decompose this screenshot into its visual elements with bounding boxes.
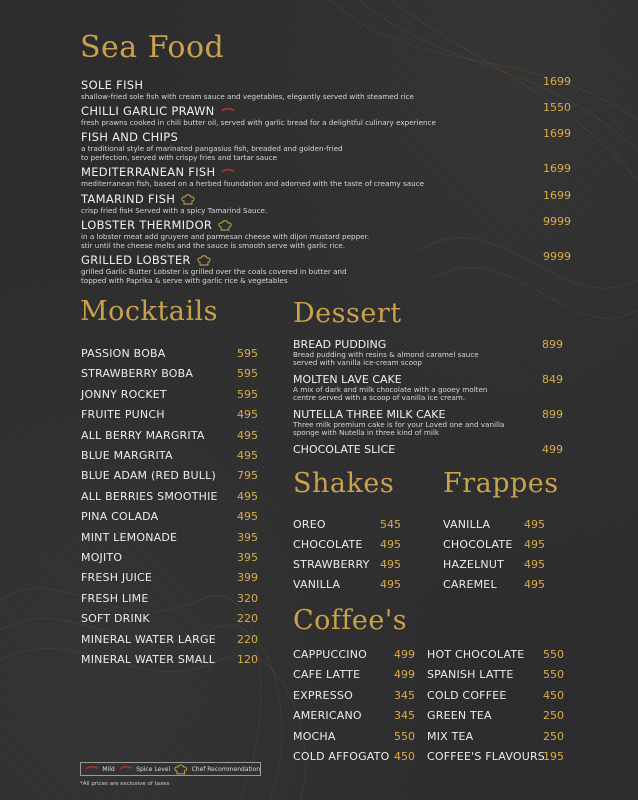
item-name-text: SOLE FISH xyxy=(81,78,144,92)
dessert-item xyxy=(293,373,563,403)
mocktail-name: MINERAL WATER LARGE xyxy=(81,632,216,646)
item-description: shallow-fried sole fish with cream sauce and vegetables, elegantly served with steamed rice xyxy=(81,92,414,101)
dessert-heading: Dessert xyxy=(293,298,402,329)
mocktail-price: 495 xyxy=(237,489,258,503)
mocktail-name: FRESH JUICE xyxy=(81,571,153,585)
coffee-price: 250 xyxy=(543,709,564,723)
legend-box xyxy=(80,762,261,776)
mocktail-name: MOJITO xyxy=(81,551,123,564)
item-name: BREAD PUDDING xyxy=(293,338,387,351)
chef-hat-icon xyxy=(197,255,211,266)
mocktail-price: 495 xyxy=(237,510,258,524)
item-description: crisp fried fisH Served with a spicy Tamarind Sauce. xyxy=(81,206,268,215)
mocktail-price: 395 xyxy=(237,530,258,544)
dessert-item xyxy=(293,443,563,456)
item-price: 1699 xyxy=(543,75,571,88)
mocktail-name: SOFT DRINK xyxy=(81,612,150,626)
item-name-text: TAMARIND FISH xyxy=(81,192,176,206)
coffee-name: GREEN TEA xyxy=(427,709,492,723)
shake-name: CHOCOLATE xyxy=(293,538,363,551)
item-name xyxy=(81,253,211,267)
sea-food-item xyxy=(81,188,571,216)
mocktail-price: 320 xyxy=(237,591,258,605)
item-name: NUTELLA THREE MILK CAKE xyxy=(293,408,446,421)
coffee-name: EXPRESSO xyxy=(293,688,353,702)
item-name xyxy=(81,78,143,92)
sea-food-item xyxy=(81,100,571,128)
item-price: 1699 xyxy=(543,127,571,140)
frappe-price: 495 xyxy=(524,578,545,591)
tax-footnote: *All prices are exclusive of taxes xyxy=(80,781,170,787)
shakes-heading: Shakes xyxy=(293,468,395,499)
item-description: stir until the cheese melts and the sauce is smooth serve with garlic rice. xyxy=(81,240,346,250)
chef-hat-icon xyxy=(218,220,232,231)
mocktail-name: FRESH LIME xyxy=(81,591,149,605)
mocktail-price: 595 xyxy=(237,367,258,381)
coffee-name: MIX TEA xyxy=(427,729,474,743)
sea-food-item xyxy=(81,126,571,162)
frappes-heading: Frappes xyxy=(443,468,559,499)
sea-food-item xyxy=(81,249,571,285)
mocktails-heading: Mocktails xyxy=(80,296,218,327)
item-name-text: FISH AND CHIPS xyxy=(81,130,179,144)
item-price: 9999 xyxy=(543,250,571,263)
frappe-price: 495 xyxy=(524,538,545,551)
shake-name: VANILLA xyxy=(293,578,341,591)
item-name-text: CHILLI GARLIC PRAWN xyxy=(81,104,215,118)
mocktail-name: FRUITE PUNCH xyxy=(81,408,165,422)
item-name xyxy=(81,130,178,144)
mocktail-name: ALL BERRY MARGRITA xyxy=(81,428,205,442)
mocktail-name: JONNY ROCKET xyxy=(81,387,167,401)
mocktail-price: 595 xyxy=(237,347,258,360)
item-price: 899 xyxy=(542,408,563,421)
dessert-item xyxy=(293,408,563,438)
shake-name: OREO xyxy=(293,518,326,531)
coffee-price: 345 xyxy=(394,709,415,723)
sea-food-item xyxy=(81,74,571,102)
mocktail-price: 220 xyxy=(237,612,258,626)
item-description: A mix of dark and milk chocolate with a gooey molten xyxy=(293,385,488,394)
shake-price: 495 xyxy=(380,538,401,551)
mocktail-price: 395 xyxy=(237,551,258,564)
item-price: 1699 xyxy=(543,189,571,202)
frappe-name: HAZELNUT xyxy=(443,558,505,571)
item-price: 899 xyxy=(542,338,563,351)
coffee-price: 345 xyxy=(394,688,415,702)
item-name xyxy=(81,165,235,179)
item-name xyxy=(81,104,235,118)
coffee-price: 450 xyxy=(394,750,415,763)
mocktail-price: 595 xyxy=(237,387,258,401)
item-name xyxy=(81,218,232,232)
item-name xyxy=(81,192,195,206)
item-description: grilled Garlic Butter Lobster is grilled over the coals covered in butter and xyxy=(81,267,347,276)
item-description: sponge with Nutella in three kind of milk xyxy=(293,428,439,438)
item-price: 849 xyxy=(542,373,563,386)
coffee-price: 450 xyxy=(543,688,564,702)
item-price: 9999 xyxy=(543,215,571,228)
item-name: MOLTEN LAVE CAKE xyxy=(293,373,402,386)
mocktail-price: 120 xyxy=(237,653,258,666)
item-name-text: GRILLED LOBSTER xyxy=(81,253,191,267)
item-price: 1550 xyxy=(543,101,571,114)
item-name-text: LOBSTER THERMIDOR xyxy=(81,218,213,232)
shake-price: 545 xyxy=(380,518,401,531)
frappe-name: CAREMEL xyxy=(443,578,497,591)
frappe-price: 495 xyxy=(524,558,545,571)
item-description: Three milk premium cake is for your Loved one and vanilla xyxy=(293,420,505,429)
frappe-name: CHOCOLATE xyxy=(443,538,513,551)
coffees-heading: Coffee's xyxy=(293,605,408,636)
item-description: mediterranean fish, based on a herbed foundation and adorned with the taste of creamy sauce xyxy=(81,179,425,188)
item-name: CHOCOLATE SLICE xyxy=(293,443,396,456)
coffee-price: 499 xyxy=(394,648,415,661)
chili-icon xyxy=(119,765,132,773)
mocktail-price: 399 xyxy=(237,571,258,585)
mocktail-price: 495 xyxy=(237,449,258,462)
mocktail-name: BLUE MARGRITA xyxy=(81,449,173,462)
coffee-price: 195 xyxy=(543,750,564,763)
coffee-name: COLD COFFEE xyxy=(427,688,507,702)
mocktail-price: 795 xyxy=(237,469,258,483)
item-name-text: MEDITERRANEAN FISH xyxy=(81,165,216,179)
coffee-name: CAPPUCCINO xyxy=(293,648,368,661)
coffee-name: CAFE LATTE xyxy=(293,668,361,682)
coffee-name: COLD AFFOGATO xyxy=(293,750,390,763)
item-description: served with vanilla ice-cream scoop xyxy=(293,358,422,368)
sea-food-item xyxy=(81,214,571,250)
coffee-price: 550 xyxy=(543,648,564,661)
coffee-name: COFFEE'S FLAVOURS xyxy=(427,750,545,763)
item-description: in a lobster meat add gruyere and parmesan cheese with dijon mustard pepper. xyxy=(81,232,370,241)
chili-icon xyxy=(221,107,235,115)
legend-chef-recommendation: Chef Recommendation xyxy=(191,765,261,773)
coffee-price: 250 xyxy=(543,729,564,743)
coffee-name: SPANISH LATTE xyxy=(427,668,514,682)
shake-price: 495 xyxy=(380,558,401,571)
mocktail-name: PINA COLADA xyxy=(81,510,159,524)
item-description: topped with Paprika & serve with garlic rice & vegetables xyxy=(81,275,288,285)
item-description: to perfection, served with crispy fries and tartar sauce xyxy=(81,152,278,162)
mocktail-name: STRAWBERRY BOBA xyxy=(81,367,194,381)
item-description: centre served with a scoop of vanilla ice cream. xyxy=(293,393,466,403)
mocktail-name: MINT LEMONADE xyxy=(81,530,178,544)
coffee-price: 550 xyxy=(394,729,415,743)
frappe-price: 495 xyxy=(524,518,545,531)
mocktail-name: ALL BERRIES SMOOTHIE xyxy=(81,489,218,503)
item-price: 1699 xyxy=(543,162,571,175)
legend-mild: Mild xyxy=(102,765,115,773)
mocktail-name: BLUE ADAM (RED BULL) xyxy=(81,469,216,483)
coffee-price: 499 xyxy=(394,668,415,682)
coffee-name: HOT CHOCOLATE xyxy=(427,648,525,661)
item-description: fresh prawns cooked in chili butter oil, served with garlic bread for a delightful culinary experience xyxy=(81,118,436,127)
mocktail-name: PASSION BOBA xyxy=(81,347,166,360)
chef-hat-icon xyxy=(174,764,187,775)
item-description: a traditional style of marinated pangasius fish, breaded and golden-fried xyxy=(81,144,343,153)
frappe-name: VANILLA xyxy=(443,518,491,531)
mocktail-price: 495 xyxy=(237,428,258,442)
mocktail-name: MINERAL WATER SMALL xyxy=(81,653,216,666)
shake-name: STRAWBERRY xyxy=(293,558,370,571)
legend-spice-level: Spice Level xyxy=(136,765,171,773)
coffee-name: AMERICANO xyxy=(293,709,362,723)
coffee-name: MOCHA xyxy=(293,729,336,743)
sea-food-heading: Sea Food xyxy=(80,30,225,65)
dessert-item xyxy=(293,338,563,368)
mocktail-price: 495 xyxy=(237,408,258,422)
shake-price: 495 xyxy=(380,578,401,591)
mocktail-price: 220 xyxy=(237,632,258,646)
item-price: 499 xyxy=(542,443,563,456)
chef-hat-icon xyxy=(181,194,195,205)
sea-food-item xyxy=(81,161,571,189)
item-description: Bread pudding with resins & almond caramel sauce xyxy=(293,350,479,359)
chili-icon xyxy=(221,168,235,176)
coffee-price: 550 xyxy=(543,668,564,682)
chili-icon xyxy=(85,765,98,773)
